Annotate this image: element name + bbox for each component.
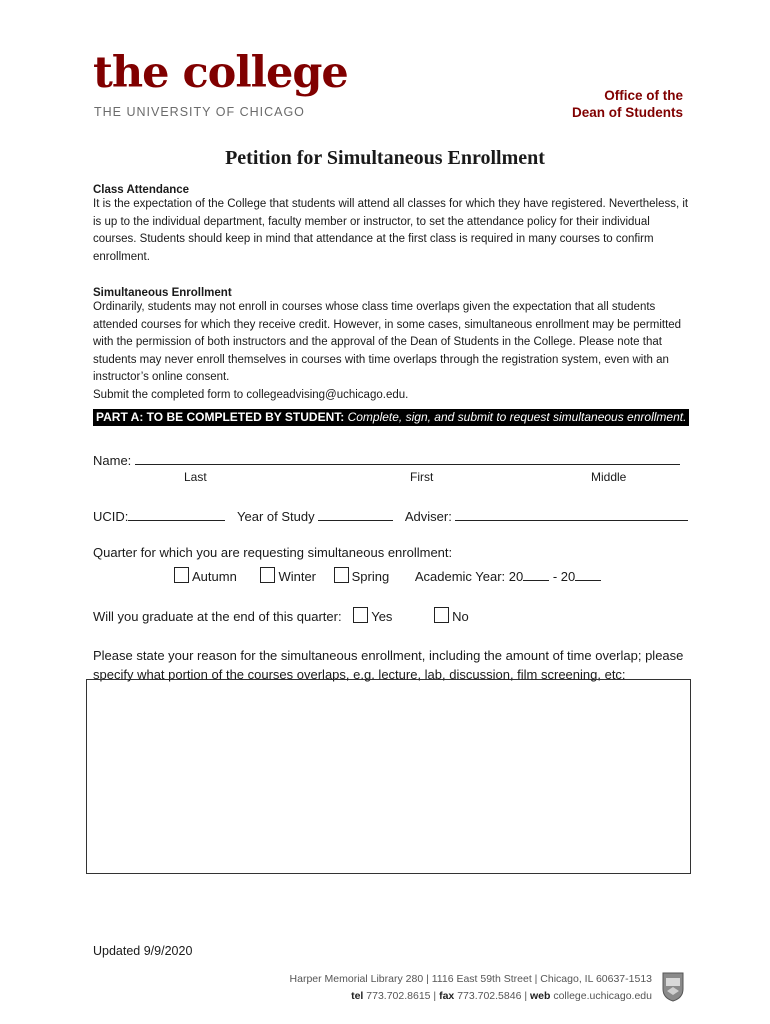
submit-instructions: Submit the completed form to collegeadvising@uchicago.edu. [93,388,409,401]
adviser-label: Adviser: [404,509,452,524]
autumn-checkbox[interactable] [174,567,189,583]
graduate-no-checkbox[interactable] [434,607,449,623]
spring-checkbox[interactable] [334,567,349,583]
reason-prompt: Please state your reason for the simultaneous enrollment, including the amount of time overlap; please specify what portion of the courses overlaps, e.g. lecture, lab, discussion, film screening, etc: [93,648,684,682]
college-logo: the college [93,48,348,98]
academic-year-end-field[interactable] [575,568,601,581]
office-line-1: Office of the [604,88,683,103]
fax-label: fax [439,990,455,1002]
name-middle-caption: Middle [591,470,627,484]
academic-year-label: Academic Year: 20 [414,569,524,584]
reason-textarea[interactable] [86,679,691,874]
office-name [572,87,683,121]
graduate-question: Will you graduate at the end of this quarter: [93,609,342,624]
simultaneous-enrollment-text: Ordinarily, students may not enroll in courses whose class time overlaps given the expectation that all students attended courses for which they receive credit. However, in some cases, simultaneous enrollment may be permitted with the permission of both instructors and the approval of the Dean of Students in the College. Please note that students may never enroll themselves in courses with time overlaps through the registration system, even with an instructor’s online consent. [93,301,682,383]
class-attendance-section [93,184,693,266]
simultaneous-enrollment-section [93,287,693,404]
spring-label: Spring [351,569,390,584]
year-label: Year of Study [237,509,315,524]
graduate-yes-checkbox[interactable] [353,607,368,623]
footer-phone-web: tel 773.702.8615 | fax 773.702.5846 | web college.uchicago.edu [351,990,652,1002]
part-a-label: PART A: TO BE COMPLETED BY STUDENT: [96,410,345,424]
web-label: web [529,990,551,1002]
academic-year-start-field[interactable] [523,568,549,581]
quarter-options [174,567,601,585]
class-attendance-text: It is the expectation of the College that students will attend all classes for which they have registered. Nevertheless, it is up to the individual department, faculty member or instructor, to set the attendance policy for their individual courses. Students should keep in mind that attendance at the first class is required in many courses to confirm enrollment. [93,198,689,263]
simultaneous-enrollment-heading: Simultaneous Enrollment [93,287,232,299]
year-field[interactable] [318,508,393,521]
name-field[interactable] [135,452,680,465]
ucid-row [93,508,688,525]
ucid-label: UCID: [93,509,129,524]
university-shield-icon [662,972,684,1007]
name-row [93,452,680,469]
winter-checkbox[interactable] [260,567,275,583]
winter-label: Winter [278,569,316,584]
name-last-caption: Last [184,470,207,484]
web-link[interactable]: college.uchicago.edu [553,990,652,1002]
footer-address: Harper Memorial Library 280 | 1116 East 59th Street | Chicago, IL 60637-1513 [289,973,652,985]
graduate-yes-label: Yes [371,609,393,624]
tel-value: 773.702.8615 [366,990,431,1002]
updated-date: Updated 9/9/2020 [93,944,193,958]
graduate-no-label: No [452,609,469,624]
ucid-field[interactable] [128,508,225,521]
adviser-field[interactable] [455,508,688,521]
office-line-2: Dean of Students [571,105,683,120]
university-name: THE UNIVERSITY OF CHICAGO [94,105,305,119]
graduate-row [93,607,469,625]
name-first-caption: First [410,470,434,484]
page-title: Petition for Simultaneous Enrollment [225,147,545,169]
fax-value: 773.702.5846 [457,990,522,1002]
name-label: Name: [93,453,132,468]
autumn-label: Autumn [192,569,237,584]
footer-contact [290,971,652,1005]
quarter-question: Quarter for which you are requesting simultaneous enrollment: [93,545,453,560]
tel-label: tel [351,990,364,1002]
academic-year-separator: - 20 [549,569,576,584]
class-attendance-heading: Class Attendance [93,184,190,196]
part-a-banner [93,409,689,426]
part-a-instruction: Complete, sign, and submit to request simultaneous enrollment. [347,410,687,424]
